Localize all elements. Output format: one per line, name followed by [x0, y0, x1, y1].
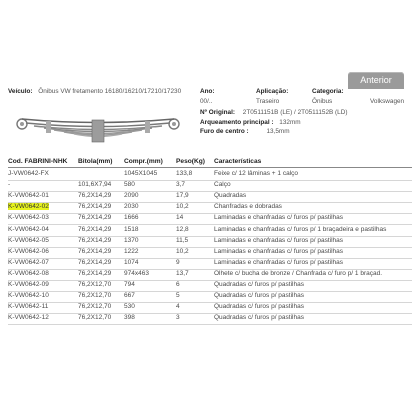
- cell-cod: K-VW0642-11: [8, 303, 49, 311]
- cell-cod: K-VW0642-12: [8, 314, 49, 322]
- cell-caracteristicas: Laminadas e chanfradas c/ furos p/ pastilhas: [214, 214, 343, 222]
- veiculo-value: Ônibus VW fretamento 16180/16210/17210/17230: [38, 88, 182, 95]
- table-row[interactable]: [0, 247, 420, 258]
- cell-compr: 2030: [124, 203, 139, 211]
- cell-caracteristicas: Quadradas c/ furos p/ pastilhas: [214, 314, 304, 322]
- table-row[interactable]: [0, 302, 420, 313]
- col-bitola: Bitola(mm): [78, 158, 113, 165]
- cell-cod: K-VW0642-03: [8, 214, 49, 222]
- cell-cod: J-VW0642-FX: [8, 170, 49, 177]
- furo-row: [200, 128, 290, 135]
- cell-compr: 1666: [124, 214, 139, 222]
- cell-caracteristicas: Olhete c/ bucha de bronze / Chanfrada c/ furo p/ 1 braçad.: [214, 269, 383, 277]
- cell-caracteristicas: Laminadas e chanfradas c/ furos p/ pastilhas: [214, 258, 343, 266]
- arqueamento-label: Arqueamento principal :: [200, 119, 274, 126]
- cell-bitola: 76,2X14,29: [78, 247, 112, 255]
- cell-bitola: 76,2X12,70: [78, 292, 112, 300]
- categoria-value: Ônibus: [312, 98, 333, 105]
- cell-caracteristicas: Laminadas e chanfradas c/ furos p/ 1 braçadeira e pastilhas: [214, 225, 387, 233]
- table-row[interactable]: [0, 269, 420, 280]
- n-original-value: 2T0511151B (LE) / 2T0511152B (LD): [242, 109, 348, 116]
- veiculo-row: [8, 88, 181, 95]
- cell-caracteristicas: Feixe c/ 12 lâminas + 1 calço: [214, 170, 298, 177]
- n-original-row: [200, 109, 347, 116]
- table-row[interactable]: [0, 236, 420, 247]
- cell-peso: 3: [176, 314, 180, 322]
- table-row[interactable]: [0, 313, 420, 324]
- arqueamento-value: 132mm: [279, 119, 301, 126]
- cell-cod: K-VW0642-01: [8, 192, 49, 200]
- cell-compr: 667: [124, 292, 135, 300]
- cell-cod: K-VW0642-05: [8, 236, 49, 244]
- cell-peso: 6: [176, 281, 180, 288]
- cell-bitola: 76,2X14,29: [78, 236, 112, 244]
- furo-value: 13,5mm: [266, 128, 290, 135]
- cell-peso: 14: [176, 214, 184, 222]
- cell-peso: 11,5: [176, 236, 189, 244]
- cell-caracteristicas: Quadradas c/ furos p/ pastilhas: [214, 281, 304, 288]
- arqueamento-row: [200, 119, 301, 126]
- col-peso: Peso(Kg): [176, 158, 205, 165]
- table-row[interactable]: [0, 280, 420, 291]
- cell-cod: K-VW0642-04: [8, 225, 49, 233]
- table-header-divider: [8, 167, 412, 168]
- aplicacao-value: Traseiro: [256, 98, 280, 105]
- n-original-label: Nº Original:: [200, 109, 235, 116]
- cell-cod: K-VW0642-08: [8, 269, 49, 277]
- cell-peso: 133,8: [176, 170, 193, 177]
- cell-peso: 3,7: [176, 181, 186, 189]
- cell-peso: 4: [176, 303, 180, 311]
- cell-compr: 530: [124, 303, 135, 311]
- cell-compr: 1222: [124, 247, 139, 255]
- row-divider: [8, 324, 412, 325]
- cell-caracteristicas: Calço: [214, 181, 231, 189]
- cell-compr: 398: [124, 314, 135, 322]
- cell-compr: 794: [124, 281, 135, 288]
- furo-label: Furo de centro :: [200, 128, 249, 135]
- cell-bitola: 76,2X12,70: [78, 303, 112, 311]
- cell-bitola: 76,2X14,29: [78, 269, 112, 277]
- cell-peso: 5: [176, 292, 180, 300]
- table-row[interactable]: [0, 169, 420, 180]
- table-row[interactable]: [0, 202, 420, 213]
- cell-compr: 1045X1045: [124, 170, 158, 177]
- categoria-label: Categoria:: [312, 88, 344, 95]
- cell-bitola: 76,2X14,29: [78, 192, 112, 200]
- cell-compr: 1518: [124, 225, 139, 233]
- ano-label: Ano:: [200, 88, 215, 95]
- table-row[interactable]: [0, 180, 420, 191]
- table-row[interactable]: [0, 191, 420, 202]
- cell-caracteristicas: Quadradas c/ furos p/ pastilhas: [214, 303, 304, 311]
- ano-value: 00/..: [200, 98, 213, 105]
- cell-peso: 10,2: [176, 203, 189, 211]
- cell-cod: K-VW0642-10: [8, 292, 49, 300]
- table-row[interactable]: [0, 225, 420, 236]
- cell-cod: -: [8, 181, 11, 189]
- cell-bitola: 76,2X14,29: [78, 258, 112, 266]
- cell-compr: 1370: [124, 236, 139, 244]
- anterior-button[interactable]: Anterior: [348, 72, 404, 89]
- cell-bitola: 76,2X14,29: [78, 225, 112, 233]
- col-caracteristicas: Características: [214, 158, 262, 165]
- table-row[interactable]: [0, 213, 420, 224]
- cell-compr: 1074: [124, 258, 139, 266]
- cell-peso: 17,9: [176, 192, 189, 200]
- cell-bitola: 76,2X14,29: [78, 214, 112, 222]
- cell-cod: K-VW0642-09: [8, 281, 49, 288]
- cell-peso: 10,2: [176, 247, 189, 255]
- cell-compr: 580: [124, 181, 135, 189]
- cell-cod: K-VW0642-07: [8, 258, 49, 266]
- marca-value: Volkswagen: [370, 98, 405, 105]
- cell-cod: K-VW0642-06: [8, 247, 49, 255]
- cell-bitola: 76,2X12,70: [78, 314, 112, 322]
- cell-peso: 13,7: [176, 269, 189, 277]
- table-row[interactable]: [0, 291, 420, 302]
- table-row[interactable]: [0, 258, 420, 269]
- cell-cod: K-VW0642-02: [8, 203, 49, 211]
- veiculo-label: Veículo:: [8, 88, 33, 95]
- cell-caracteristicas: Laminadas e chanfradas c/ furos p/ pastilhas: [214, 247, 343, 255]
- col-compr: Compr.(mm): [124, 158, 163, 165]
- cell-peso: 12,8: [176, 225, 189, 233]
- cell-caracteristicas: Chanfradas e dobradas: [214, 203, 282, 211]
- cell-bitola: 76,2X14,29: [78, 203, 112, 211]
- col-cod: Cod. FABRINI-NHK: [8, 158, 68, 165]
- leaf-spring-image: [8, 112, 188, 148]
- cell-bitola: 76,2X12,70: [78, 281, 112, 288]
- cell-peso: 9: [176, 258, 180, 266]
- cell-bitola: 101,6X7,94: [78, 181, 112, 189]
- cell-caracteristicas: Quadradas: [214, 192, 247, 200]
- cell-compr: 974x463: [124, 269, 149, 277]
- cell-caracteristicas: Laminadas e chanfradas c/ furos p/ pastilhas: [214, 236, 343, 244]
- aplicacao-label: Aplicação:: [256, 88, 289, 95]
- cell-compr: 2090: [124, 192, 139, 200]
- cell-caracteristicas: Quadradas c/ furos p/ pastilhas: [214, 292, 304, 300]
